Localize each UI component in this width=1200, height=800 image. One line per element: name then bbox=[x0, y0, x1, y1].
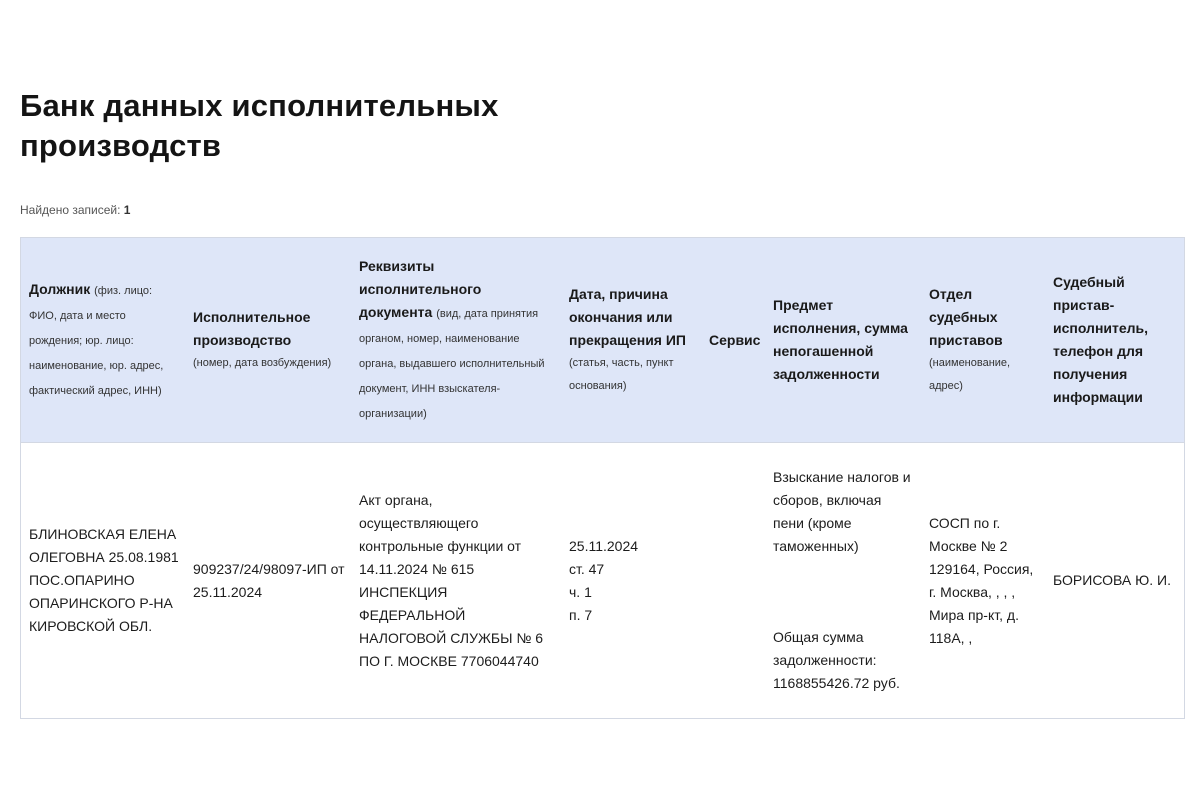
header-department-title: Отдел судебных приставов bbox=[929, 285, 1003, 348]
header-debtor-sub: (физ. лицо: ФИО, дата и место рождения; юр. лицо: наименование, юр. адрес, фактический адрес, ИНН) bbox=[29, 284, 164, 397]
cell-end-date: 25.11.2024 ст. 47 ч. 1 п. 7 bbox=[561, 443, 701, 719]
cell-bailiff: БОРИСОВА Ю. И. bbox=[1045, 443, 1184, 719]
header-department-sub: (наименование, адрес) bbox=[929, 356, 1011, 392]
header-bailiff bbox=[1045, 238, 1184, 443]
header-debtor-title: Должник bbox=[29, 280, 91, 297]
header-service bbox=[701, 238, 765, 443]
table-row bbox=[21, 443, 1184, 719]
header-end-date bbox=[561, 238, 701, 443]
results-table bbox=[21, 238, 1184, 718]
cell-service bbox=[701, 443, 765, 719]
records-found bbox=[20, 202, 130, 218]
header-document bbox=[351, 238, 561, 443]
cell-document: Акт органа, осуществляющего контрольные функции от 14.11.2024 № 615 ИНСПЕКЦИЯ ФЕДЕРАЛЬНОЙ НАЛОГОВОЙ СЛУЖБЫ № 6 ПО Г. МОСКВЕ 7706044740 bbox=[351, 443, 561, 719]
header-service-title: Сервис bbox=[709, 331, 761, 348]
header-end-date-title: Дата, причина окончания или прекращения ИП bbox=[569, 285, 686, 348]
header-department bbox=[921, 238, 1045, 443]
page-title: Банк данных исполнительных производств bbox=[20, 88, 499, 163]
header-document-sub: (вид, дата принятия органом, номер, наименование органа, выдавшего исполнительный документ, ИНН взыскателя-организации) bbox=[359, 307, 545, 420]
results-table-container bbox=[20, 237, 1185, 719]
cell-debtor: БЛИНОВСКАЯ ЕЛЕНА ОЛЕГОВНА 25.08.1981 ПОС.ОПАРИНО ОПАРИНСКОГО Р-НА КИРОВСКОЙ ОБЛ. bbox=[21, 443, 185, 719]
header-end-date-sub: (статья, часть, пункт основания) bbox=[569, 356, 674, 392]
header-document-title: Реквизиты исполнительного документа bbox=[359, 257, 482, 320]
header-subject-title: Предмет исполнения, сумма непогашенной задолженности bbox=[773, 297, 908, 382]
cell-subject bbox=[765, 443, 921, 719]
header-debtor bbox=[21, 238, 185, 443]
cell-debt-amount: Общая сумма задолженности: 1168855426.72 руб. bbox=[773, 629, 900, 691]
table-header-row bbox=[21, 238, 1184, 443]
cell-department: СОСП по г. Москве № 2 129164, Россия, г. Москва, , , , Мира пр-кт, д. 118А, , bbox=[921, 443, 1045, 719]
cell-proceeding: 909237/24/98097-ИП от 25.11.2024 bbox=[185, 443, 351, 719]
header-subject bbox=[765, 238, 921, 443]
cell-subject-spacer bbox=[773, 581, 915, 603]
header-proceeding-sub: (номер, дата возбуждения) bbox=[193, 356, 332, 369]
header-proceeding bbox=[185, 238, 351, 443]
records-found-count: 1 bbox=[123, 203, 131, 217]
header-proceeding-title: Исполнительное производство bbox=[193, 308, 311, 348]
cell-subject-text: Взыскание налогов и сборов, включая пени (кроме таможенных) bbox=[773, 469, 911, 554]
records-found-label: Найдено записей: bbox=[20, 203, 121, 217]
header-bailiff-title: Судебный пристав-исполнитель, телефон для получения информации bbox=[1053, 274, 1149, 405]
